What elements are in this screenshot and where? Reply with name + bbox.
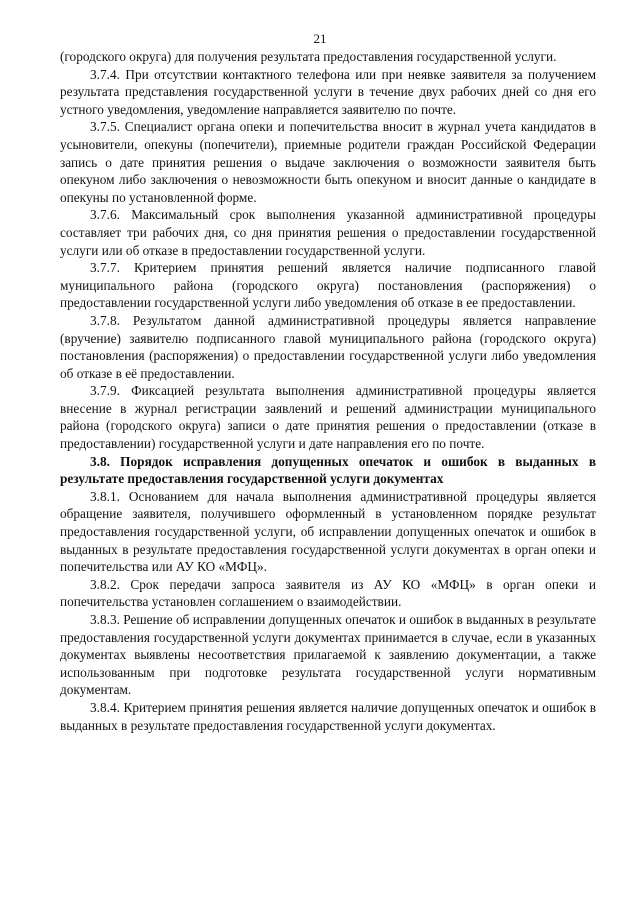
paragraph-3-8-3: 3.8.3. Решение об исправлении допущенных опечаток и ошибок в выданных в результате предоставления государственной услуги документах принимается в случае, если в указанных документах выявлены несоответствия прилагаемой к заявлению документации, а также использованным при подготовке результата государственной услуги нормативным документам. [60, 612, 596, 698]
intro-continuation: (городского округа) для получения результата предоставления государственной услуги. [60, 49, 557, 64]
paragraph-3-7-4: 3.7.4. При отсутствии контактного телефона или при неявке заявителя за получением результата представления государственной услуги в течение двух рабочих дней со дня его устного уведомления, уведомление направляется заявителю по почте. [60, 66, 596, 117]
document-body [60, 48, 596, 734]
paragraph-3-8-4: 3.8.4. Критерием принятия решения является наличие допущенных опечаток и ошибок в выданных в результате предоставления государственной услуги документах. [60, 699, 596, 733]
paragraph-3-7-8: 3.7.8. Результатом данной административной процедуры является направление (вручение) заявителю подписанного главой муниципального района (городского округа) постановления (распоряжения) о предоставлении государственной услуги либо уведомления об отказе в её предоставлении. [60, 312, 596, 381]
paragraph-3-7-5: 3.7.5. Специалист органа опеки и попечительства вносит в журнал учета кандидатов в усыновители, опекуны (попечители), приемные родители граждан Российской Федерации запись о дате принятия решения о выдаче заключения о возможности заявителя быть опекуном либо заключения о невозможности быть опекуном и вносит данные о кандидате в опекуны по установленной форме. [60, 119, 596, 205]
section-heading-3-8: 3.8. Порядок исправления допущенных опечаток и ошибок в выданных в результате предоставления государственной услуги документах [60, 453, 596, 487]
paragraph-3-8-2: 3.8.2. Срок передачи запроса заявителя из АУ КО «МФЦ» в орган опеки и попечительства установлен соглашением о взаимодействии. [60, 576, 596, 610]
paragraph-3-7-6: 3.7.6. Максимальный срок выполнения указанной административной процедуры составляет три рабочих дня, со дня принятия решения о предоставлении государственной услуги или об отказе в предоставлении государственной услуги. [60, 207, 596, 258]
paragraph-3-8-1: 3.8.1. Основанием для начала выполнения административной процедуры является обращение заявителя, получившего оформленный в установленном порядке результат предоставления государственной услуги, об исправлении допущенных опечаток и ошибок в выданных в результате предоставления государственной услуги документах в орган опеки и попечительства или АУ КО «МФЦ». [60, 488, 596, 575]
page-number: 21 [313, 31, 327, 46]
paragraph-3-7-9: 3.7.9. Фиксацией результата выполнения административной процедуры является внесение в журнал регистрации заявлений и решений администрации муниципального района (городского округа) записи о дате принятия решения о предоставлении (отказе в предоставлении) государственной услуги и дате направления его по почте. [60, 383, 596, 452]
paragraph-3-7-7: 3.7.7. Критерием принятия решений является наличие подписанного главой муниципального района (городского округа) постановления (распоряжения) о предоставлении государственной услуги либо уведомления об отказе в ее предоставлении. [60, 260, 596, 311]
